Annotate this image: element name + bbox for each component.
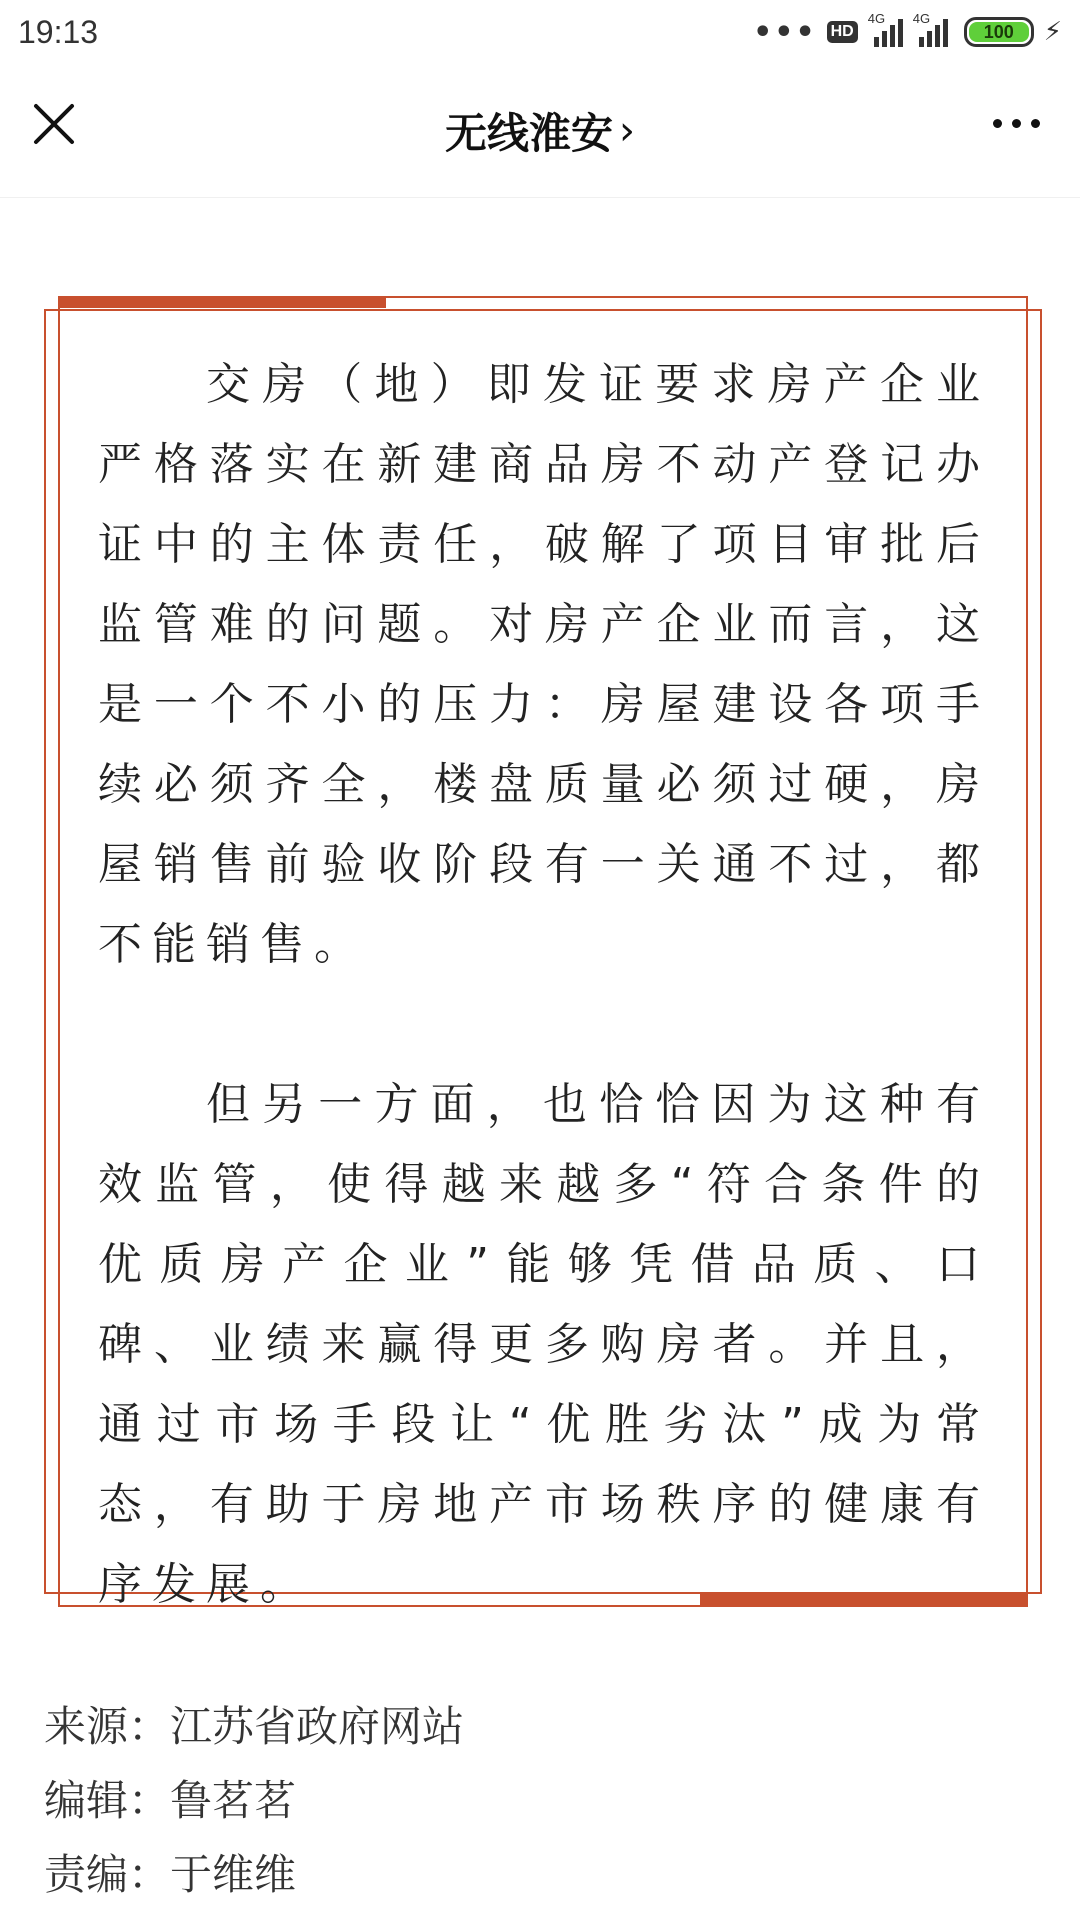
- hd-icon: HD: [827, 21, 858, 43]
- battery-level: 100: [969, 22, 1029, 42]
- charging-icon: ⚡: [1043, 17, 1062, 47]
- more-options-button[interactable]: [993, 108, 1040, 138]
- chief-editor-value: 于维维: [170, 1850, 297, 1899]
- chief-editor-label: 责编：: [44, 1850, 171, 1899]
- signal-icon-1: [867, 11, 903, 47]
- article-body: [98, 345, 990, 1625]
- page-title: 无线淮安: [444, 108, 613, 158]
- notification-dots-icon: •••: [753, 14, 817, 50]
- frame-accent-top: [58, 296, 386, 308]
- status-icons: [753, 11, 1062, 50]
- more-dot-icon: [993, 119, 1002, 128]
- more-dot-icon: [1012, 119, 1021, 128]
- credit-editor: [44, 1764, 1036, 1838]
- status-time: 19:13: [18, 13, 99, 50]
- close-icon: [28, 98, 80, 150]
- app-header: [0, 64, 1080, 198]
- account-title[interactable]: [445, 101, 635, 161]
- credit-source: [44, 1690, 1036, 1764]
- article-paragraph-1: 交房（地）即发证要求房产企业严格落实在新建商品房不动产登记办证中的主体责任，破解了项目审批后监管难的问题。对房产企业而言，这是一个不小的压力：房屋建设各项手续必须齐全，楼盘质量必须过硬，房屋销售前验收阶段有一关通不过，都不能销售。: [98, 359, 990, 970]
- battery-icon: [964, 17, 1034, 47]
- chevron-right-icon: ›: [619, 107, 635, 154]
- network-type-1: 4G: [867, 11, 886, 26]
- source-value: 江苏省政府网站: [170, 1702, 465, 1751]
- article-paragraph-2: 但另一方面，也恰恰因为这种有效监管，使得越来越多“符合条件的优质房产企业”能够凭借品质、口碑、业绩来赢得更多购房者。并且，通过市场手段让“优胜劣汰”成为常态，有助于房地产市场秩序的健康有序发展。: [98, 1079, 990, 1610]
- editor-value: 鲁茗茗: [170, 1776, 297, 1825]
- status-bar: [0, 0, 1080, 64]
- network-type-2: 4G: [912, 11, 931, 26]
- editor-label: 编辑：: [44, 1776, 171, 1825]
- signal-icon-2: [912, 11, 948, 47]
- more-dot-icon: [1031, 119, 1040, 128]
- credit-chief-editor: [44, 1838, 1036, 1912]
- source-label: 来源：: [44, 1702, 171, 1751]
- article-credits: [44, 1690, 1036, 1912]
- close-button[interactable]: [28, 98, 80, 150]
